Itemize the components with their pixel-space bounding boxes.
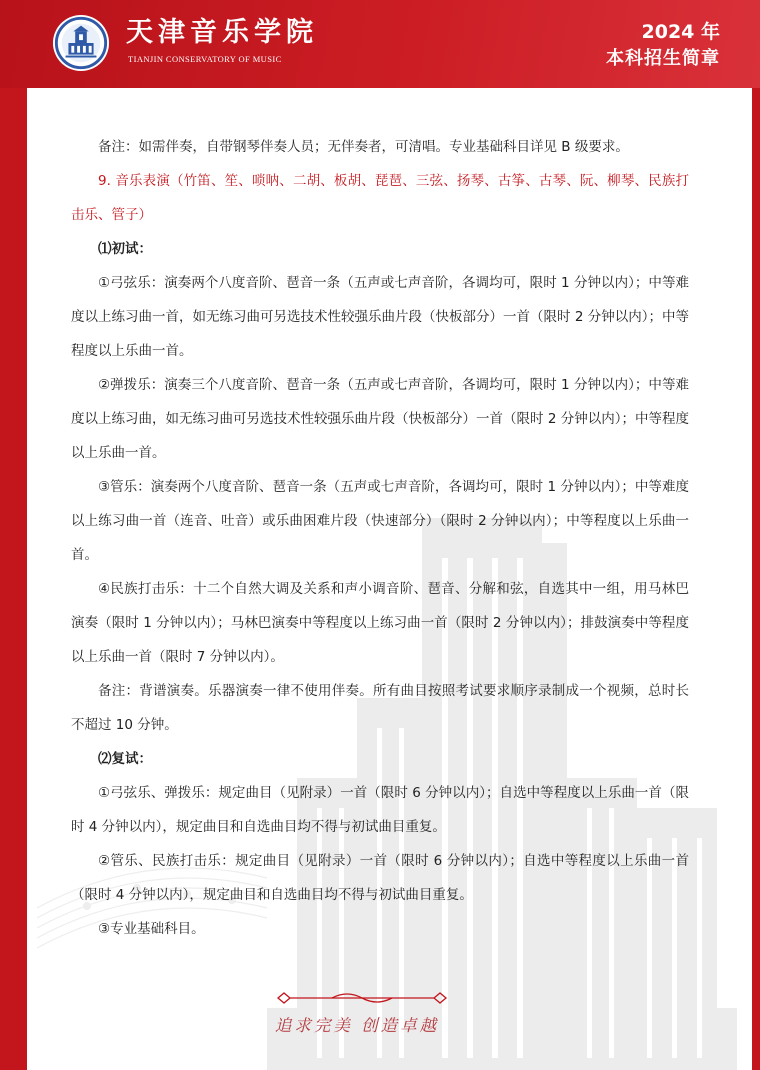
subheading-preliminary: ⑴初试： xyxy=(98,241,152,257)
page-header xyxy=(0,0,760,88)
school-name-cn: 天津音乐学院 xyxy=(126,17,318,48)
subheading-retest: ⑵复试： xyxy=(98,751,152,767)
document-page xyxy=(27,88,752,1070)
ornament-divider-icon xyxy=(272,988,452,1008)
paragraph-plucked-strings: ②弹拨乐：演奏三个八度音阶、琶音一条（五声或七声音阶，各调均可，限时 1 分钟以内）；中等难度以上练习曲，如无练习曲可另选技术性较强乐曲片段（快板部分）一首（限时 2 分钟以内）；中等程度以上乐曲一首。 xyxy=(71,377,689,461)
paragraph-retest-strings: ①弓弦乐、弹拨乐：规定曲目（见附录）一首（限时 6 分钟以内）；自选中等程度以上乐曲一首（限时 4 分钟以内），规定曲目和自选曲目均不得与初试曲目重复。 xyxy=(71,785,689,835)
year-label: 2024 年 xyxy=(641,21,720,43)
document-body xyxy=(71,130,689,946)
brochure-title: 本科招生简章 xyxy=(606,48,720,69)
school-name-en: TIANJIN CONSERVATORY OF MUSIC xyxy=(128,54,282,64)
footer-slogan: 追求完美 创造卓越 xyxy=(274,1016,440,1035)
paragraph-retest-winds-percussion: ②管乐、民族打击乐：规定曲目（见附录）一首（限时 6 分钟以内）；自选中等程度以上乐曲一首（限时 4 分钟以内），规定曲目和自选曲目均不得与初试曲目重复。 xyxy=(71,853,689,903)
paragraph-accompaniment-note: 备注：如需伴奏，自带钢琴伴奏人员；无伴奏者，可清唱。专业基础科目详见 B 级要求。 xyxy=(98,139,629,155)
paragraph-memory-note: 备注：背谱演奏。乐器演奏一律不使用伴奏。所有曲目按照考试要求顺序录制成一个视频，总时长不超过 10 分钟。 xyxy=(71,683,689,733)
section-heading-music-performance: 9. 音乐表演（竹笛、笙、唢呐、二胡、板胡、琵琶、三弦、扬琴、古筝、古琴、阮、柳琴、民族打击乐、管子） xyxy=(71,173,689,223)
paragraph-percussion: ④民族打击乐：十二个自然大调及关系和声小调音阶、琶音、分解和弦，自选其中一组，用马林巴演奏（限时 1 分钟以内）；马林巴演奏中等程度以上练习曲一首（限时 2 分钟以内）；排鼓演奏中等程度以上乐曲一首（限时 7 分钟以内）。 xyxy=(71,581,689,665)
paragraph-bowed-strings: ①弓弦乐：演奏两个八度音阶、琶音一条（五声或七声音阶，各调均可，限时 1 分钟以内）；中等难度以上练习曲一首，如无练习曲可另选技术性较强乐曲片段（快板部分）一首（限时 2 分钟以内）；中等程度以上乐曲一首。 xyxy=(71,275,689,359)
paragraph-winds: ③管乐：演奏两个八度音阶、琶音一条（五声或七声音阶，各调均可，限时 1 分钟以内）；中等难度以上练习曲一首（连音、吐音）或乐曲困难片段（快速部分）（限时 2 分钟以内）；中等程度以上乐曲一首。 xyxy=(71,479,689,563)
paragraph-basic-subjects: ③专业基础科目。 xyxy=(98,921,205,937)
footer-slogan-block xyxy=(272,988,472,1048)
school-logo-icon xyxy=(52,14,110,72)
